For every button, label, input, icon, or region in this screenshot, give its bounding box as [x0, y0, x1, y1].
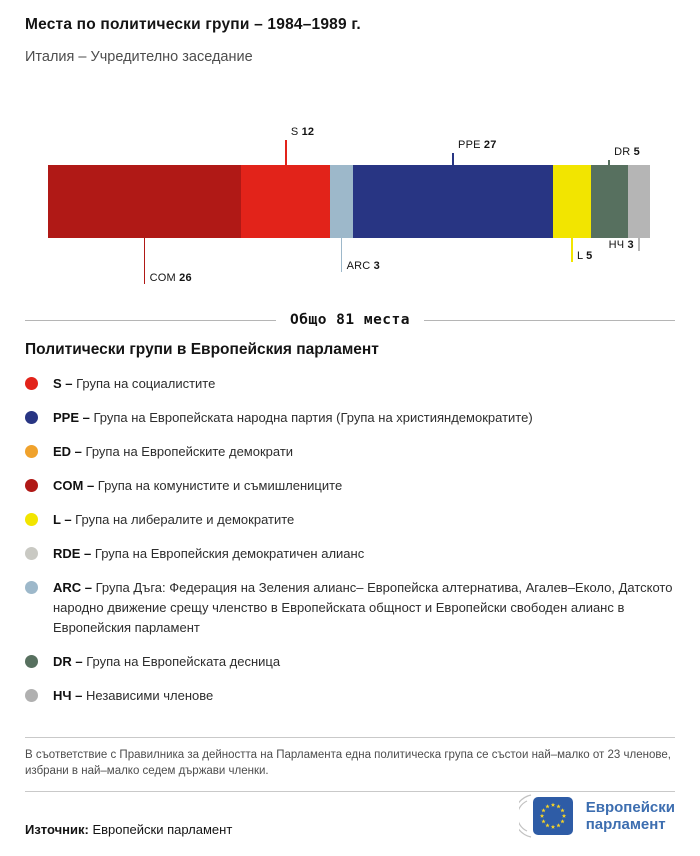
- callout-line-nch: [638, 238, 640, 251]
- callout-line-dr: [608, 160, 610, 165]
- bar-segment-arc[interactable]: [330, 165, 352, 238]
- legend-item-com: [25, 476, 675, 496]
- ep-logo-text-line1: Европейски: [585, 799, 675, 816]
- legend-color-dot-rde: [25, 547, 38, 560]
- legend-title: Политически групи в Европейския парламент: [25, 341, 379, 358]
- rules-footnote: В съответствие с Правилника за дейността на Парламента една политическа група се състои най–малко от 23 членове, избрани в най–малко седем държави членки.: [25, 737, 675, 792]
- legend-item-rde: [25, 544, 675, 564]
- legend-item-s: [25, 374, 675, 394]
- legend-color-dot-ppe: [25, 411, 38, 424]
- bar-label-arc: ARC 3: [346, 260, 380, 272]
- legend-item-arc: [25, 578, 675, 638]
- legend-color-dot-com: [25, 479, 38, 492]
- bar-segment-dr[interactable]: [591, 165, 628, 238]
- bar-label-com: COM 26: [149, 272, 192, 284]
- legend-item-text-dr: DR – Група на Европейската десница: [53, 654, 281, 669]
- ep-logo: [519, 792, 675, 840]
- legend-item-text-nch: НЧ – Независими членове: [53, 688, 214, 703]
- bar-label-nch: НЧ 3: [608, 239, 634, 251]
- callout-line-l: [571, 238, 573, 262]
- legend-item-ed: [25, 442, 675, 462]
- bar-segment-nch[interactable]: [628, 165, 650, 238]
- bar-segment-l[interactable]: [553, 165, 590, 238]
- source-text: Европейски парламент: [92, 822, 233, 837]
- callout-line-arc: [341, 238, 343, 272]
- bar-segment-s[interactable]: [241, 165, 330, 238]
- ep-logo-text-line2: парламент: [585, 816, 666, 833]
- legend-item-text-s: S – Група на социалистите: [53, 376, 216, 391]
- bar-label-l: L 5: [576, 250, 593, 262]
- callout-line-com: [144, 238, 146, 284]
- page-title: Места по политически групи – 1984–1989 г.: [25, 16, 361, 33]
- legend-item-text-ppe: PPE – Група на Европейската народна партия (Група на християндемократите): [53, 410, 533, 425]
- legend-color-dot-s: [25, 377, 38, 390]
- page-subtitle: Италия – Учредително заседание: [25, 49, 253, 65]
- total-seats-label: Общо 81 места: [290, 312, 410, 328]
- total-seats-row: [25, 312, 675, 328]
- legend-list: [25, 374, 675, 720]
- legend-color-dot-l: [25, 513, 38, 526]
- callout-line-s: [285, 140, 287, 165]
- total-rule-left: [25, 320, 276, 321]
- callout-line-ppe: [452, 153, 454, 165]
- legend-item-nch: [25, 686, 675, 706]
- ep-logo-icon: [519, 792, 575, 840]
- bar-segment-com[interactable]: [48, 165, 241, 238]
- total-rule-right: [424, 320, 675, 321]
- legend-color-dot-dr: [25, 655, 38, 668]
- bar-label-s: S 12: [290, 126, 315, 138]
- ep-logo-text: [586, 799, 675, 833]
- legend-item-dr: [25, 652, 675, 672]
- legend-item-text-com: COM – Група на комунистите и съмишлениците: [53, 478, 343, 493]
- seats-chart: [0, 108, 700, 308]
- legend-item-ppe: [25, 408, 675, 428]
- legend-item-l: [25, 510, 675, 530]
- bar-label-dr: DR 5: [614, 146, 640, 158]
- bar-label-ppe: PPE 27: [458, 139, 497, 151]
- source-line: [25, 822, 232, 837]
- legend-color-dot-ed: [25, 445, 38, 458]
- legend-item-text-l: L – Група на либералите и демократите: [53, 512, 295, 527]
- legend-color-dot-nch: [25, 689, 38, 702]
- legend-item-text-ed: ED – Група на Европейските демократи: [53, 444, 294, 459]
- stacked-bar: [48, 165, 650, 238]
- legend-item-text-rde: RDE – Група на Европейския демократичен алианс: [53, 546, 365, 561]
- legend-color-dot-arc: [25, 581, 38, 594]
- legend-item-text-arc: ARC – Група Дъга: Федерация на Зеления алианс– Европейска алтернатива, Агалев–Еколо, Датското народно движение срещу членство в Европейската общност и Европейски свободен алианс в Европейския парламент: [53, 580, 673, 635]
- bar-segment-ppe[interactable]: [353, 165, 554, 238]
- source-label: Източник:: [25, 822, 89, 837]
